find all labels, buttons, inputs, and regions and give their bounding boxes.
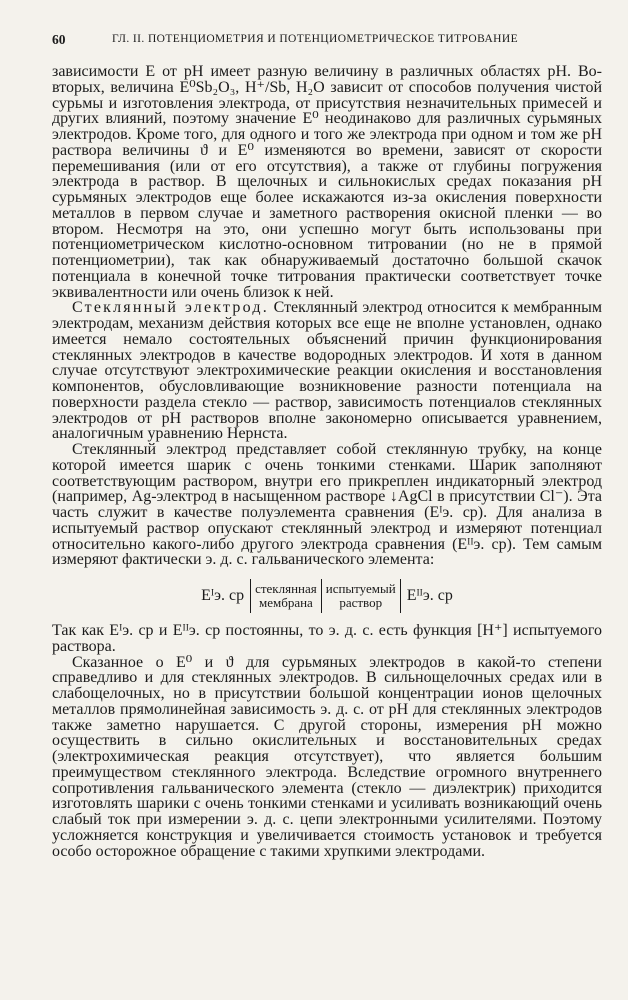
page-body <box>52 64 602 859</box>
paragraph-glass-electrode-properties: Сказанное о E⁰ и ϑ для сурьмяных электродов в какой-то степени справедливо и для стеклянных электродов. В сильнощелочных средах или в слабощелочных, но в присутствии большой концентрации ионов щелочных металлов прямолинейная зависимость э. д. с. от pH для стеклянных электродов также заметно нарушается. С другой стороны, измерения pH можно осуществить в сильно окислительных и восстановительных средах (электрохимическая реакция отсутствует), что является большим преимуществом стеклянного электрода. Вследствие огромного внутреннего сопротивления гальванического элемента (стекло — диэлектрик) приходится изготовлять шарики с очень тонкими стенками и усиливать возникающий очень слабый ток при измерении э. д. с. цепи электронными усилителями. Поэтому усложняется конструкция и увеличивается стоимость установок и требуется особо осторожное обращение с такими хрупкими электродами. <box>52 653 602 860</box>
paragraph-text: зависит от способов получения чистой сурьмы и изготовления электрода, от присутствия незначительных примесей и других влияний, поэтому значение E⁰ неодинаково для различных сурьмяных электродов. Кроме того, для одного и того же электрода при одном и том же pH раствора величины ϑ и E⁰ изменяются во времени, зависят от скорости перемешивания (или от его отсутствия), а также от глубины погружения электрода в раствор. В щелочных и сильнокислых средах показания pH сурьмяных электродов еще более искажаются из-за окисления поверхности металлов в первом случае и заметного растворения окисной пленки — во втором. Несмотря на это, они успешно могут быть использованы при потенциометрическом кислотно-основном титровании (но не в прямой потенциометрии), так как обнаруживаемый достаточно большой скачок потенциала в конечной точке титрования практически соответствует точке эквивалентности или очень близок к ней. <box>52 78 603 301</box>
paragraph-text: зависимости E от pH имеет разную величину в различных областях pH. Во-вторых, величина <box>52 63 602 96</box>
page-header <box>52 32 592 52</box>
paragraph-glass-electrode-intro <box>52 300 602 442</box>
running-title: ГЛ. II. ПОТЕНЦИОМЕТРИЯ И ПОТЕНЦИОМЕТРИЧЕСКОЕ ТИТРОВАНИЕ <box>112 33 519 45</box>
standard-potential-symbol: E⁰Sb₂O₃, H⁺/Sb, H₂O <box>179 78 325 96</box>
test-solution-label: испытуемый раствор <box>325 581 396 610</box>
paragraph-text: Стеклянный электрод относится к мембранным электродам, механизм действия которых все еще не вполне установлен, однако имеется немало состоятельных объяснений причин функционирования стеклянных электродов в качестве водородных электродов. И хотя в данном случае отсутствуют электрохимические реакции окисления и восстановления компонентов, обусловливающие возникновение разности потенциала на поверхности раздела стекло — раствор, зависимость потенциалов стеклянных электродов от pH растворов вполне закономерно описывается уравнением, аналогичным уравнению Нернста. <box>52 299 603 443</box>
galvanic-cell-scheme <box>52 573 602 619</box>
page-number: 60 <box>52 32 66 47</box>
reference-electrode-1: Eᴵэ. ср <box>201 587 245 605</box>
reference-electrode-2: Eᴵᴵэ. ср <box>406 587 453 605</box>
glass-membrane-label: стеклянная мембрана <box>255 581 317 610</box>
paragraph-glass-electrode-construction: Стеклянный электрод представляет собой стеклянную трубку, на конце которой имеется шарик с очень тонкими стенками. Шарик заполняют соответствующим раствором, внутри его прикреплен индикаторный электрод (например, Ag-электрод в насыщенном растворе ↓AgCl в присутствии Cl⁻). Эта часть служит в качестве полуэлемента сравнения (Eᴵэ. ср). Для анализа в испытуемый раствор опускают стеклянный электрод и измеряют потенциал относительно какого-либо другого электрода сравнения (Eᴵᴵэ. ср). Тем самым измеряют фактически э. д. с. гальванического элемента: <box>52 441 602 569</box>
paragraph-antimony-continued <box>52 64 602 300</box>
section-heading: Стеклянный электрод. <box>72 299 269 317</box>
paragraph-emf-function: Так как Eᴵэ. ср и Eᴵᴵэ. ср постоянны, то э. д. с. есть функция [H⁺] испытуемого раствора. <box>52 622 602 655</box>
